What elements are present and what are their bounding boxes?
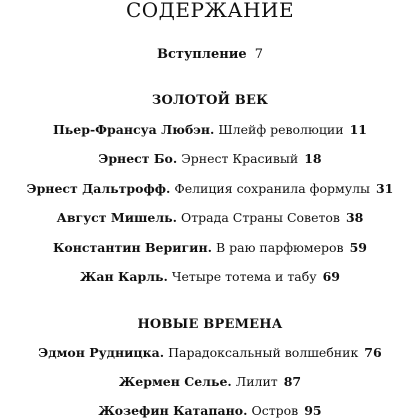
entry-title: Остров: [251, 403, 299, 418]
toc-entry[interactable]: [0, 242, 420, 255]
entry-title: Фелиция сохранила формулы: [174, 181, 370, 196]
section-heading-golden-age: ЗОЛОТОЙ ВЕК: [151, 93, 269, 108]
entry-author: Август Мишель.: [56, 210, 178, 225]
entry-author: Эрнест Дальтрофф.: [26, 181, 171, 196]
toc-entry[interactable]: [0, 153, 420, 166]
page-number: 31: [375, 181, 394, 196]
entry-author: Жермен Селье.: [118, 374, 232, 389]
page-number: 7: [254, 47, 263, 62]
entry-author: Эдмон Рудницка.: [38, 345, 165, 360]
toc-entry[interactable]: [0, 124, 420, 137]
toc-entry[interactable]: [0, 271, 420, 284]
toc-entry[interactable]: [0, 405, 420, 418]
toc-entry[interactable]: [0, 376, 420, 389]
section-heading-new-times: НОВЫЕ ВРЕМЕНА: [137, 317, 283, 332]
page-number: 38: [345, 210, 364, 225]
toc-entry[interactable]: [0, 212, 420, 225]
entry-title: Лилит: [235, 374, 278, 389]
page-number: 95: [304, 403, 322, 418]
toc-entry-intro[interactable]: [0, 48, 420, 61]
entry-title: В раю парфюмеров: [215, 240, 344, 255]
entry-title: Отрада Страны Советов: [181, 210, 340, 225]
page-number: 69: [322, 269, 341, 284]
entry-author: Константин Веригин.: [53, 240, 212, 255]
entry-title: Четыре тотема и табу: [171, 269, 317, 284]
page-number: 76: [364, 345, 382, 360]
page-number: 11: [349, 122, 367, 137]
entry-author: Жан Карль.: [79, 269, 168, 284]
intro-label: Вступление: [157, 47, 247, 62]
entry-title: Парадоксальный волшебник: [168, 345, 359, 360]
page-number: 87: [283, 374, 302, 389]
entry-author: Эрнест Бо.: [98, 151, 178, 166]
entry-title: Шлейф революции: [218, 122, 344, 137]
entry-title: Эрнест Красивый: [181, 151, 299, 166]
entry-author: Пьер-Франсуа Любэн.: [53, 122, 215, 137]
page-title: СОДЕРЖАНИЕ: [125, 0, 295, 22]
page-number: 59: [349, 240, 367, 255]
entry-author: Жозефин Катапано.: [98, 403, 248, 418]
toc-entry[interactable]: [0, 183, 420, 196]
toc-entry[interactable]: [0, 347, 420, 360]
page-number: 18: [304, 151, 322, 166]
